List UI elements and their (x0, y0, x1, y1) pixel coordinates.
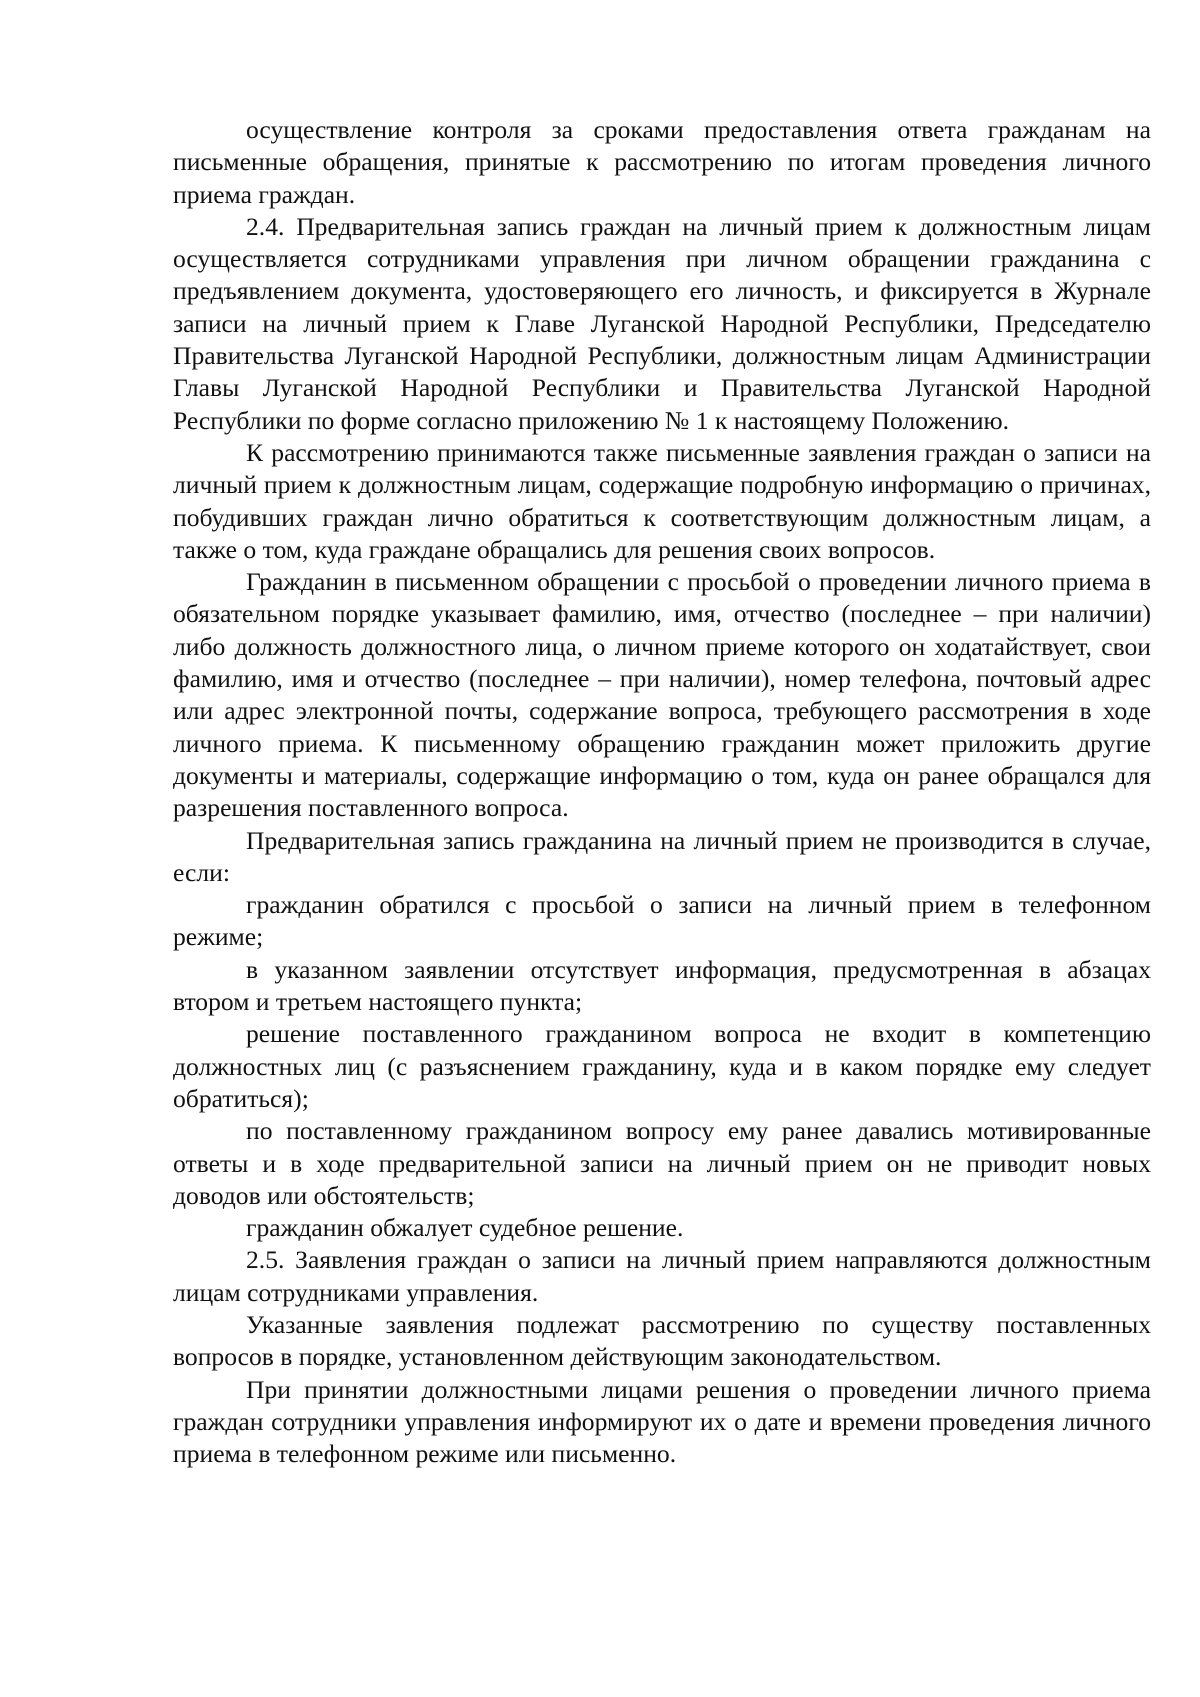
list-item-outside-competence: решение поставленного гражданином вопроса не входит в компетенцию должностных лиц (с разъяснением гражданину, куда и в каком порядке ему следует обратиться); (173, 1019, 1151, 1113)
list-item-court-decision: гражданин обжалует судебное решение. (246, 1213, 684, 1243)
document-page (173, 114, 1151, 1470)
list-item-telephone-request: гражданин обратился с просьбой о записи на личный прием в телефонном режиме; (173, 890, 1151, 952)
list-item-missing-information: в указанном заявлении отсутствует информация, предусмотренная в абзацах втором и третьем настоящего пункта; (173, 954, 1151, 1017)
paragraph-2-4-preliminary-registration: 2.4. Предварительная запись граждан на личный прием к должностным лицам осуществляется сотрудниками управления при личном обращении гражданина с предъявлением документа, удостоверяющего его личность, и фиксируется в Журнале записи на личный прием к Главе Луганской Народной Республики, Председателю Правительства Луганской Народной Республики, должностным лицам Администрации Главы Луганской Народной Республики и Правительства Луганской Народной Республики по форме согласно приложению № 1 к настоящему Положению. (173, 211, 1151, 435)
paragraph-written-request-contents: Гражданин в письменном обращении с просьбой о проведении личного приема в обязательном порядке указывает фамилию, имя, отчество (последнее – при наличии) либо должность должностного лица, о личном приеме которого он ходатайствует, свои фамилию, имя и отчество (последнее – при наличии), номер телефона, почтовый адрес или адрес электронной почты, содержание вопроса, требующего рассмотрения в ходе личного приема. К письменному обращению гражданин может приложить другие документы и материалы, содержащие информацию о том, куда он ранее обращался для разрешения поставленного вопроса. (173, 567, 1151, 823)
paragraph-registration-refused-if: Предварительная запись гражданина на личный прием не производится в случае, если: (173, 825, 1151, 887)
list-item-repeated-question: по поставленному гражданином вопросу ему ранее давались мотивированные ответы и в ходе предварительной записи на личный прием он не приводит новых доводов или обстоятельств; (173, 1116, 1151, 1210)
paragraph-citizens-informed: При принятии должностными лицами решения о проведении личного приема граждан сотрудники управления информируют их о дате и времени проведения личного приема в телефонном режиме или письменно. (173, 1374, 1151, 1469)
paragraph-written-applications: К рассмотрению принимаются также письменные заявления граждан о записи на личный прием к должностным лицам, содержащие подробную информацию о причинах, побудивших граждан лично обратиться к соответствующим должностным лицам, а также о том, куда граждане обращались для решения своих вопросов. (173, 437, 1151, 564)
paragraph-2-5-applications-forwarded: 2.5. Заявления граждан о записи на личный прием направляются должностным лицам сотрудниками управления. (173, 1245, 1151, 1307)
paragraph-control-deadlines: осуществление контроля за сроками предоставления ответа гражданам на письменные обращения, принятые к рассмотрению по итогам проведения личного приема граждан. (173, 115, 1151, 209)
paragraph-applications-considered: Указанные заявления подлежат рассмотрению по существу поставленных вопросов в порядке, установленном действующим законодательством. (173, 1309, 1151, 1372)
